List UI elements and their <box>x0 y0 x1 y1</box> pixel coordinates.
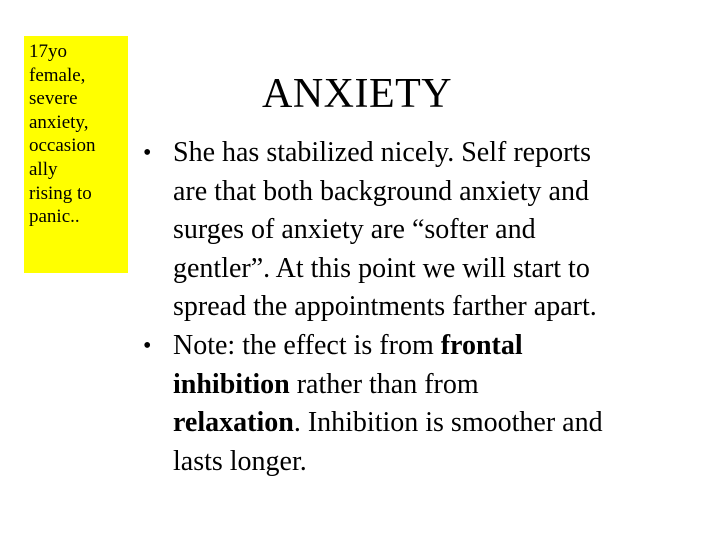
bullet-line: gentler”. At this point we will start to <box>173 252 590 284</box>
bullet-text: . Inhibition is smoother and <box>293 407 603 439</box>
bullet-line <box>173 404 710 443</box>
note-line: rising to <box>29 182 92 204</box>
patient-note-box <box>24 36 128 273</box>
note-line: anxiety, <box>29 111 89 133</box>
note-line: severe <box>29 88 78 110</box>
bullet-marker: • <box>143 140 152 166</box>
bullet-item-progress <box>140 134 710 327</box>
bullet-bold-text: frontal <box>440 329 523 361</box>
note-line: occasion <box>29 135 96 157</box>
bullet-list <box>140 134 710 481</box>
bullet-line <box>173 327 710 366</box>
bullet-line: spread the appointments farther apart. <box>173 291 597 323</box>
note-line: ally <box>29 158 58 180</box>
bullet-line: lasts longer. <box>173 445 307 477</box>
bullet-text: Note: the effect is from <box>173 329 441 361</box>
bullet-bold-text: relaxation <box>173 407 294 439</box>
bullet-line: She has stabilized nicely. Self reports <box>173 137 592 168</box>
bullet-item-note <box>140 327 710 481</box>
bullet-marker: • <box>143 332 152 359</box>
bullet-line: surges of anxiety are “softer and <box>173 214 536 246</box>
slide-title: ANXIETY <box>262 71 453 117</box>
note-line: panic.. <box>29 206 80 228</box>
bullet-text: rather than from <box>289 368 479 400</box>
note-line: 17yo <box>29 41 67 62</box>
bullet-bold-text: inhibition <box>173 368 290 400</box>
bullet-line: are that both background anxiety and <box>173 175 589 207</box>
bullet-line <box>173 366 710 405</box>
note-line: female, <box>29 64 86 86</box>
